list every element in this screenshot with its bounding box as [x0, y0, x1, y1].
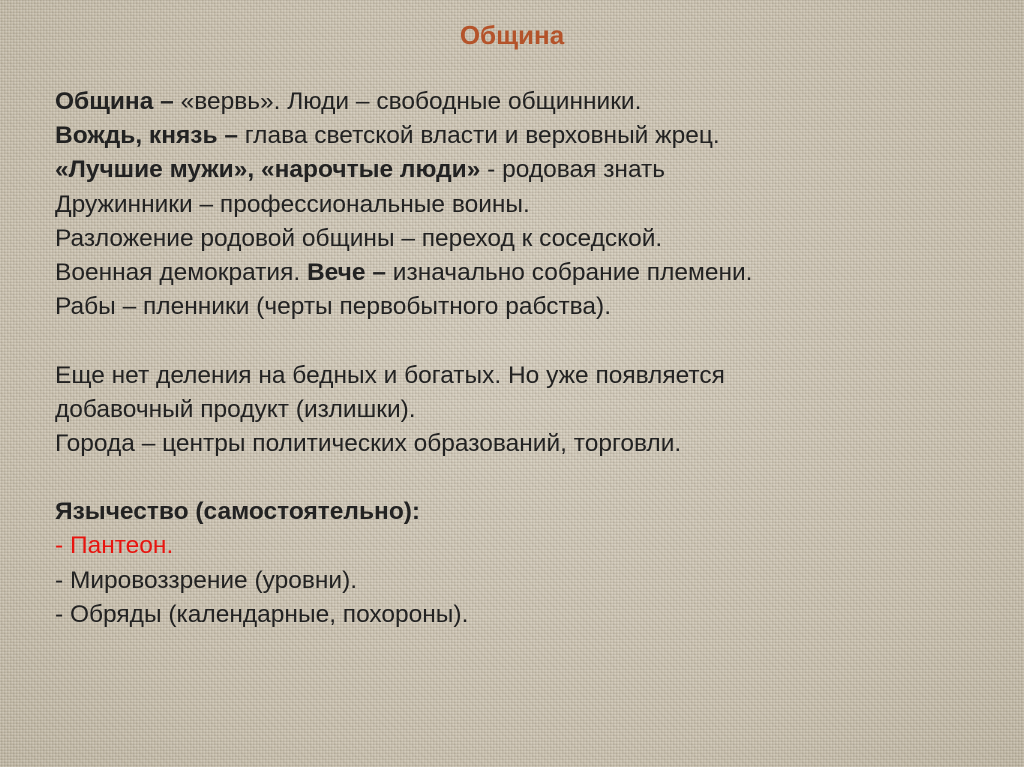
list-item-pantheon: - Пантеон. — [55, 532, 174, 560]
definition: глава светской власти и верховный жрец. — [237, 122, 720, 150]
prefix-text: Военная демократия. — [55, 258, 307, 286]
term: «Лучшие мужи», «нарочтые люди» — [55, 156, 481, 184]
text-line-4 — [55, 188, 985, 222]
definition: Рабы – пленники (черты первобытного рабства). — [55, 293, 611, 321]
definition: - родовая знать — [480, 156, 666, 184]
text-line-2 — [55, 119, 985, 153]
definition: изначально собрание племени. — [385, 258, 753, 286]
paragraph-gap — [55, 324, 985, 358]
term: Вече – — [306, 258, 386, 286]
definition: Разложение родовой общины – переход к соседской. — [55, 224, 663, 252]
text-line-6 — [55, 256, 985, 290]
text-line-7 — [55, 290, 985, 324]
term: Община – — [55, 88, 174, 115]
section-heading: Язычество (самостоятельно): — [55, 498, 421, 526]
text-line-3 — [55, 153, 985, 187]
paragraph2-line-1: Еще нет деления на бедных и богатых. Но уже появляется — [55, 361, 725, 389]
paragraph2-line-3: Города – центры политических образований, торговли. — [55, 429, 682, 457]
paragraph-gap — [55, 461, 985, 495]
definition: «вервь». Люди – свободные общинники. — [173, 88, 642, 115]
slide-content — [55, 85, 985, 632]
paragraph2-line-2: добавочный продукт (излишки). — [55, 395, 416, 423]
list-item-worldview: - Мировоззрение (уровни). — [55, 566, 358, 594]
text-line-5 — [55, 222, 985, 256]
slide-title: Община — [459, 20, 565, 50]
definition: Дружинники – профессиональные воины. — [55, 190, 530, 218]
term: Вождь, князь – — [55, 122, 238, 150]
list-item-rituals: - Обряды (календарные, похороны). — [55, 600, 469, 628]
text-line-1 — [55, 85, 985, 119]
